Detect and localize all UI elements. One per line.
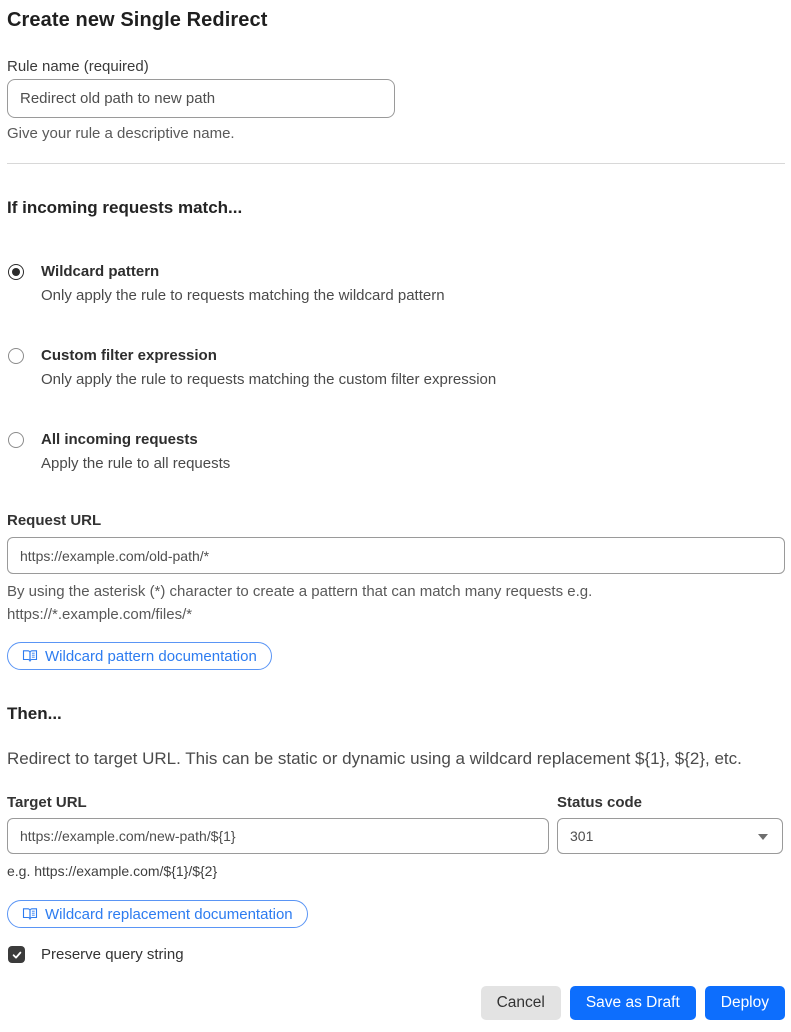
rule-name-input[interactable] [7, 79, 395, 118]
target-url-field [7, 793, 549, 881]
request-url-help [7, 580, 785, 626]
wildcard-pattern-docs-button[interactable] [7, 642, 272, 670]
target-row [7, 793, 785, 881]
radio-text [41, 345, 496, 391]
radio-option-all-incoming-requests[interactable] [7, 429, 785, 475]
status-code-label: Status code [557, 794, 643, 811]
radio-button-all-incoming-requests[interactable] [8, 432, 24, 448]
wildcard-replacement-docs-button[interactable] [7, 900, 308, 928]
match-section-heading: If incoming requests match... [7, 198, 243, 217]
radio-label: Custom filter expression [41, 347, 217, 364]
then-section-description: Redirect to target URL. This can be static or dynamic using a wildcard replacement ${1}, ${2}, etc. [7, 749, 742, 768]
request-url-input[interactable] [7, 537, 785, 574]
open-book-icon [22, 906, 38, 922]
doc-button-label: Wildcard pattern documentation [45, 647, 257, 665]
preserve-query-string-label: Preserve query string [41, 946, 184, 963]
chevron-down-icon [758, 834, 768, 840]
page-title: Create new Single Redirect [7, 9, 268, 31]
match-type-radio-group [7, 261, 785, 475]
status-code-field [557, 793, 783, 881]
radio-description: Only apply the rule to requests matching the custom filter expression [41, 371, 497, 388]
preserve-query-string-row[interactable] [7, 946, 785, 963]
radio-button-custom-filter-expression[interactable] [8, 348, 24, 364]
target-url-help: e.g. https://example.com/${1}/${2} [7, 863, 218, 879]
radio-label: All incoming requests [41, 431, 198, 448]
status-code-select[interactable] [557, 818, 783, 854]
radio-option-wildcard-pattern[interactable] [7, 261, 785, 307]
section-divider [7, 163, 785, 164]
request-url-label: Request URL [7, 512, 102, 529]
then-section-heading: Then... [7, 704, 62, 723]
radio-description: Apply the rule to all requests [41, 455, 231, 472]
preserve-query-string-checkbox[interactable] [8, 946, 25, 963]
open-book-icon [22, 648, 38, 664]
radio-text [41, 261, 445, 307]
status-code-value: 301 [570, 828, 594, 844]
radio-button-wildcard-pattern[interactable] [8, 264, 24, 280]
save-as-draft-button[interactable]: Save as Draft [570, 986, 696, 1020]
cancel-button[interactable]: Cancel [481, 986, 561, 1020]
radio-option-custom-filter-expression[interactable] [7, 345, 785, 391]
radio-text [41, 429, 230, 475]
request-url-help-line1: By using the asterisk (*) character to create a pattern that can match many requests e.g. [7, 583, 593, 600]
request-url-help-line2: https://*.example.com/files/* [7, 606, 193, 623]
radio-label: Wildcard pattern [41, 263, 160, 280]
footer-actions [7, 986, 785, 1020]
target-url-label: Target URL [7, 794, 87, 811]
target-url-input[interactable] [7, 818, 549, 854]
rule-name-help: Give your rule a descriptive name. [7, 125, 235, 142]
deploy-button[interactable]: Deploy [705, 986, 785, 1020]
rule-name-label: Rule name (required) [7, 58, 149, 75]
doc-button-label: Wildcard replacement documentation [45, 905, 293, 923]
radio-description: Only apply the rule to requests matching the wildcard pattern [41, 287, 445, 304]
